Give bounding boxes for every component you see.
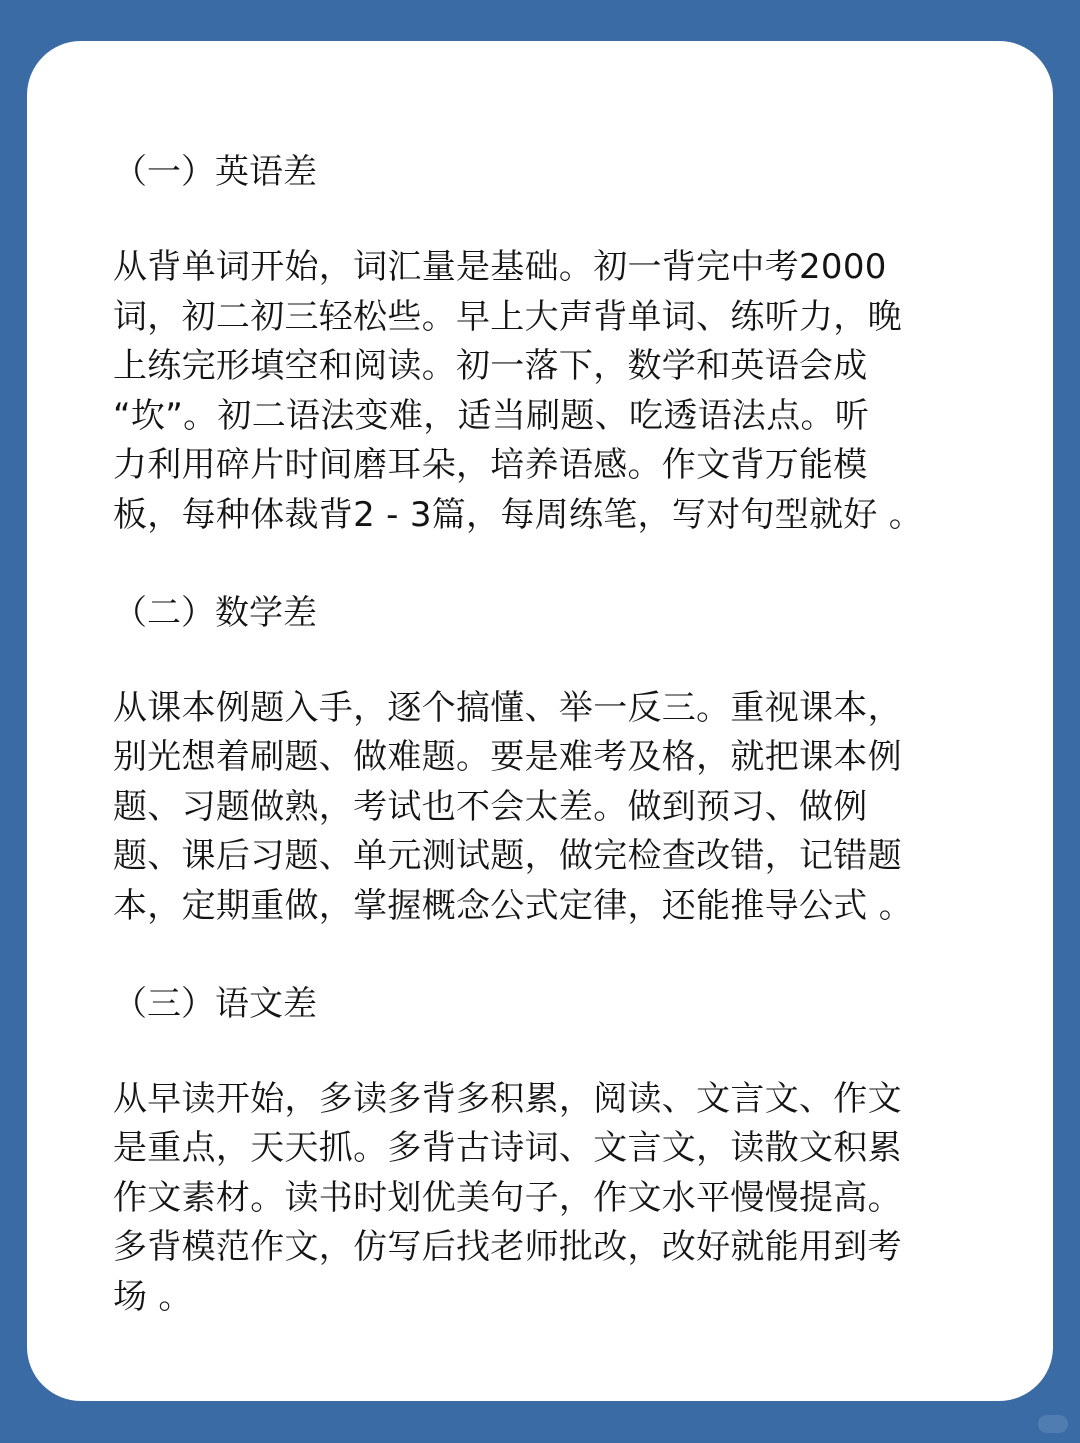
section-english (113, 147, 973, 541)
paragraph-line: 题、习题做熟，考试也不会太差。做到预习、做例 (113, 786, 868, 827)
paragraph-line: 题、课后习题、单元测试题，做完检查改错，记错题 (113, 836, 902, 877)
paragraph-line: 是重点，天天抓。多背古诗词、文言文，读散文积累 (113, 1128, 902, 1169)
paragraph-line: 本，定期重做，掌握概念公式定律，还能推导公式 。 (113, 885, 914, 926)
section-heading: （三）语文差 (113, 983, 317, 1024)
section-chinese (113, 979, 973, 1323)
paragraph-line: 词，初二初三轻松些。早上大声背单词、练听力，晚 (113, 296, 902, 337)
paragraph-line: 板，每种体裁背2 - 3篇，每周练笔，写对句型就好 。 (113, 494, 924, 535)
article-body (113, 147, 973, 1323)
paragraph-line: 从背单词开始，词汇量是基础。初一背完中考2000 (113, 247, 887, 287)
paragraph-line: 多背模范作文，仿写后找老师批改，改好就能用到考 (113, 1227, 902, 1268)
paragraph-line: “坎”。初二语法变难，适当刷题、吃透语法点。听 (113, 395, 870, 436)
paragraph-line: 力利用碎片时间磨耳朵，培养语感。作文背万能模 (113, 445, 868, 486)
section-paragraph (113, 684, 973, 932)
paragraph-line: 从早读开始，多读多背多积累，阅读、文言文、作文 (113, 1078, 902, 1119)
paragraph-line: 别光想着刷题、做难题。要是难考及格，就把课本例 (113, 737, 902, 778)
section-paragraph (113, 1075, 973, 1323)
paragraph-line: 上练完形填空和阅读。初一落下，数学和英语会成 (113, 346, 868, 387)
watermark-logo-icon (1038, 1415, 1068, 1433)
paragraph-line: 从课本例题入手，逐个搞懂、举一反三。重视课本， (113, 687, 902, 728)
section-math (113, 588, 973, 932)
content-card (27, 41, 1053, 1401)
section-heading: （一）英语差 (113, 152, 317, 192)
paragraph-line: 作文素材。读书时划优美句子，作文水平慢慢提高。 (113, 1177, 902, 1218)
section-heading: （二）数学差 (113, 592, 317, 633)
section-paragraph (113, 243, 973, 541)
paragraph-line: 场 。 (113, 1276, 193, 1317)
